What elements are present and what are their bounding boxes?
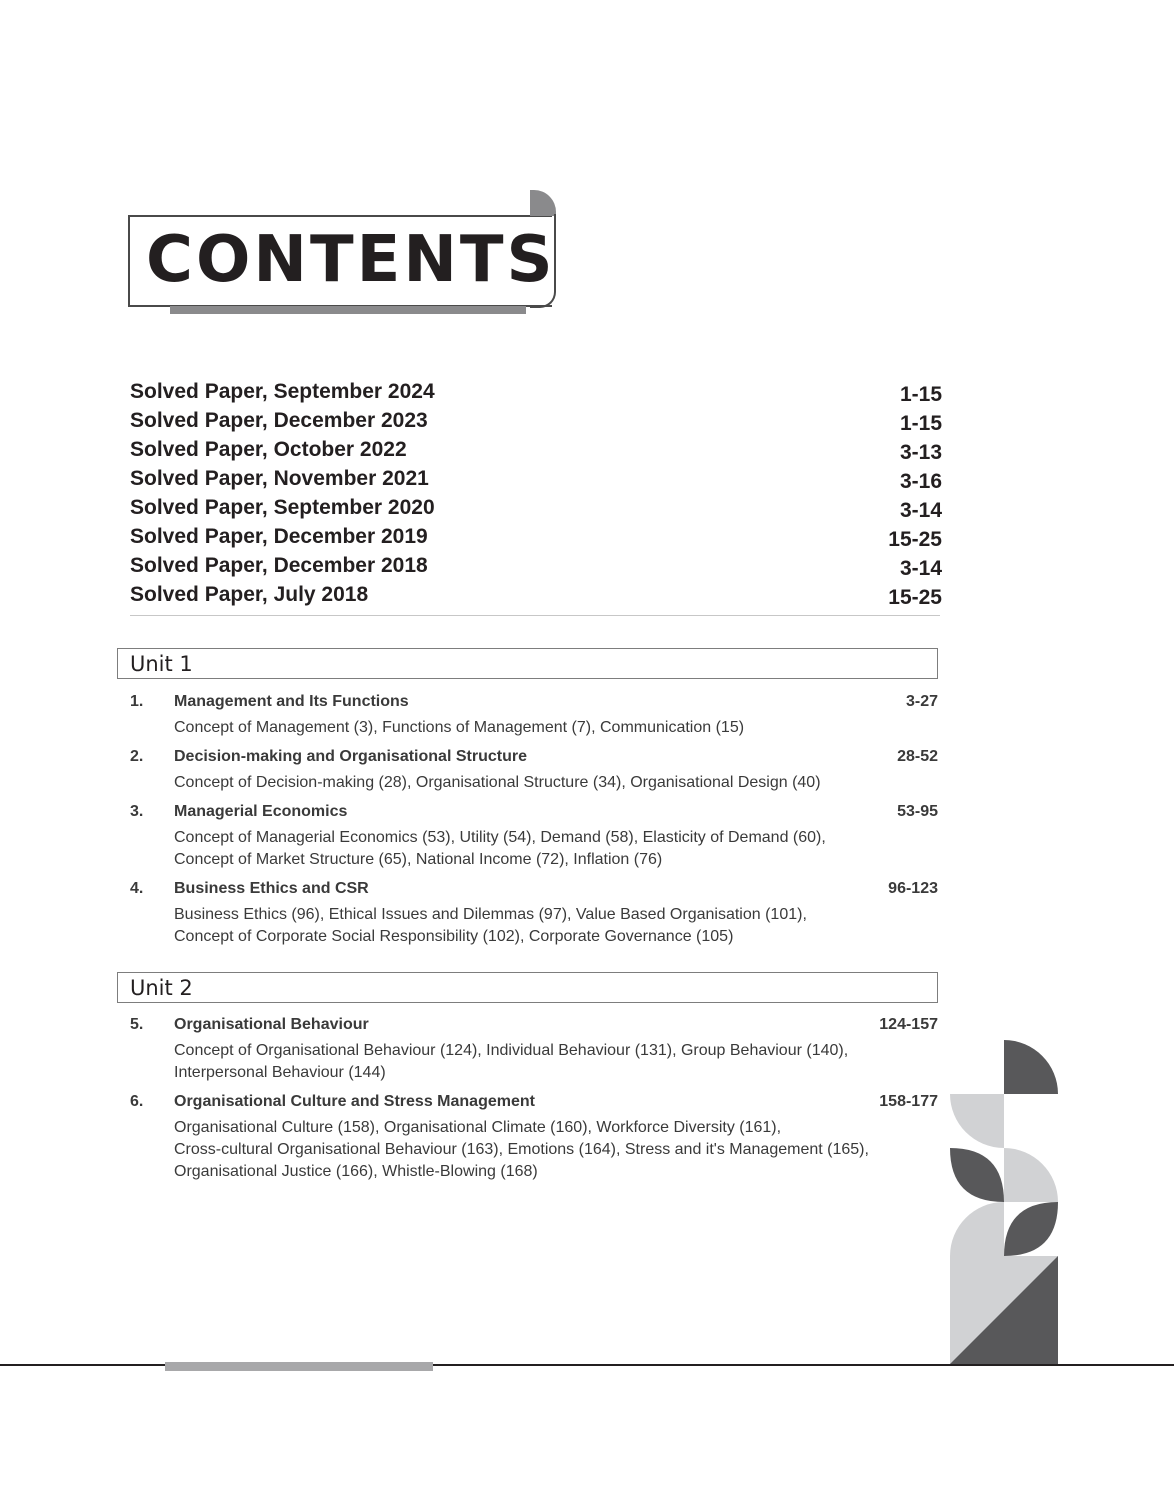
chapter-pages: 158-177 <box>879 1093 938 1110</box>
leaf-shape <box>950 1148 1004 1202</box>
chapter-title: Organisational Culture and Stress Management <box>174 1093 535 1110</box>
chapter-pages: 3-27 <box>905 693 938 710</box>
chapter-title: Business Ethics and CSR <box>174 880 369 897</box>
solved-paper-row[interactable] <box>130 554 942 583</box>
unit-header-1 <box>117 648 938 679</box>
solved-paper-pages: 3-13 <box>899 441 942 464</box>
solved-paper-pages: 3-16 <box>899 470 942 493</box>
unit-label: Unit 2 <box>130 976 193 1000</box>
topic-line: Interpersonal Behaviour (144) <box>174 1064 386 1081</box>
solved-paper-label: Solved Paper, December 2019 <box>130 525 428 548</box>
chapter-title: Managerial Economics <box>174 803 348 820</box>
chapter-entry[interactable] <box>130 1016 938 1084</box>
footer-accent-bar <box>165 1362 433 1371</box>
solved-paper-pages: 1-15 <box>899 383 942 406</box>
solved-paper-pages: 3-14 <box>899 557 942 580</box>
topic-line: Concept of Decision-making (28), Organisational Structure (34), Organisational Design (40) <box>174 774 821 791</box>
solved-paper-label: Solved Paper, November 2021 <box>130 467 429 490</box>
chapter-entry[interactable] <box>130 693 938 739</box>
unit-header-2 <box>117 972 938 1003</box>
topic-line: Business Ethics (96), Ethical Issues and Dilemmas (97), Value Based Organisation (101), <box>174 906 807 923</box>
topic-line: Organisational Culture (158), Organisational Climate (160), Workforce Diversity (161), <box>174 1119 782 1136</box>
topic-line: Concept of Management (3), Functions of Management (7), Communication (15) <box>174 719 745 736</box>
solved-paper-row[interactable] <box>130 496 942 525</box>
quarter-circle-shape <box>950 1202 1004 1256</box>
solved-paper-pages: 15-25 <box>888 586 942 609</box>
title-underline <box>170 306 526 314</box>
chapter-pages: 96-123 <box>888 880 938 897</box>
quarter-circle-shape <box>1004 1148 1058 1202</box>
solved-paper-pages: 3-14 <box>899 499 942 522</box>
solved-paper-pages: 1-15 <box>899 412 942 435</box>
chapter-topics <box>174 1117 904 1183</box>
divider <box>130 615 940 616</box>
chapter-entry[interactable] <box>130 880 938 948</box>
solved-paper-label: Solved Paper, July 2018 <box>130 583 369 606</box>
chapter-title: Organisational Behaviour <box>174 1016 369 1033</box>
solved-paper-label: Solved Paper, October 2022 <box>130 438 407 461</box>
chapter-topics <box>174 717 904 739</box>
quarter-circle-shape <box>1004 1040 1058 1094</box>
solved-paper-row[interactable] <box>130 380 942 409</box>
solved-paper-label: Solved Paper, December 2018 <box>130 554 428 577</box>
leaf-shape <box>1004 1202 1058 1256</box>
chapter-number: 5. <box>130 1016 144 1033</box>
unit-label: Unit 1 <box>130 652 193 676</box>
chapter-title: Decision-making and Organisational Structure <box>174 748 527 765</box>
chapter-topics <box>174 1040 904 1084</box>
chapter-entry[interactable] <box>130 748 938 794</box>
chapter-number: 6. <box>130 1093 144 1110</box>
chapter-topics <box>174 772 904 794</box>
solved-paper-label: Solved Paper, September 2024 <box>130 380 435 403</box>
topic-line: Cross-cultural Organisational Behaviour (163), Emotions (164), Stress and it's Management (165), <box>174 1141 869 1158</box>
chapter-pages: 124-157 <box>879 1016 938 1033</box>
chapter-pages: 53-95 <box>897 803 938 820</box>
solved-paper-row[interactable] <box>130 438 942 467</box>
solved-paper-label: Solved Paper, September 2020 <box>130 496 435 519</box>
chapter-number: 4. <box>130 880 144 897</box>
chapter-entry[interactable] <box>130 1093 938 1183</box>
topic-line: Concept of Market Structure (65), National Income (72), Inflation (76) <box>174 851 663 868</box>
topic-line: Concept of Managerial Economics (53), Utility (54), Demand (58), Elasticity of Demand (60), <box>174 829 826 846</box>
solved-paper-row[interactable] <box>130 525 942 554</box>
chapter-topics <box>174 904 904 948</box>
solved-paper-row[interactable] <box>130 583 942 612</box>
solved-paper-row[interactable] <box>130 467 942 496</box>
solved-paper-label: Solved Paper, December 2023 <box>130 409 428 432</box>
title-corner-fold <box>530 190 556 216</box>
chapter-title: Management and Its Functions <box>174 693 409 710</box>
topic-line: Organisational Justice (166), Whistle-Blowing (168) <box>174 1163 538 1180</box>
quarter-circle-shape <box>950 1094 1004 1148</box>
contents-title-banner <box>128 188 560 318</box>
solved-paper-row[interactable] <box>130 409 942 438</box>
decorative-geometric-art <box>948 1038 1058 1366</box>
solved-paper-pages: 15-25 <box>888 528 942 551</box>
solved-papers-list <box>130 380 942 612</box>
chapter-topics <box>174 827 904 871</box>
topic-line: Concept of Organisational Behaviour (124), Individual Behaviour (131), Group Behaviour (140), <box>174 1042 849 1059</box>
page-title: CONTENTS <box>146 223 556 297</box>
chapter-pages: 28-52 <box>897 748 938 765</box>
chapter-number: 1. <box>130 693 144 710</box>
chapter-entry[interactable] <box>130 803 938 871</box>
topic-line: Concept of Corporate Social Responsibility (102), Corporate Governance (105) <box>174 928 734 945</box>
chapter-number: 2. <box>130 748 144 765</box>
chapter-number: 3. <box>130 803 144 820</box>
